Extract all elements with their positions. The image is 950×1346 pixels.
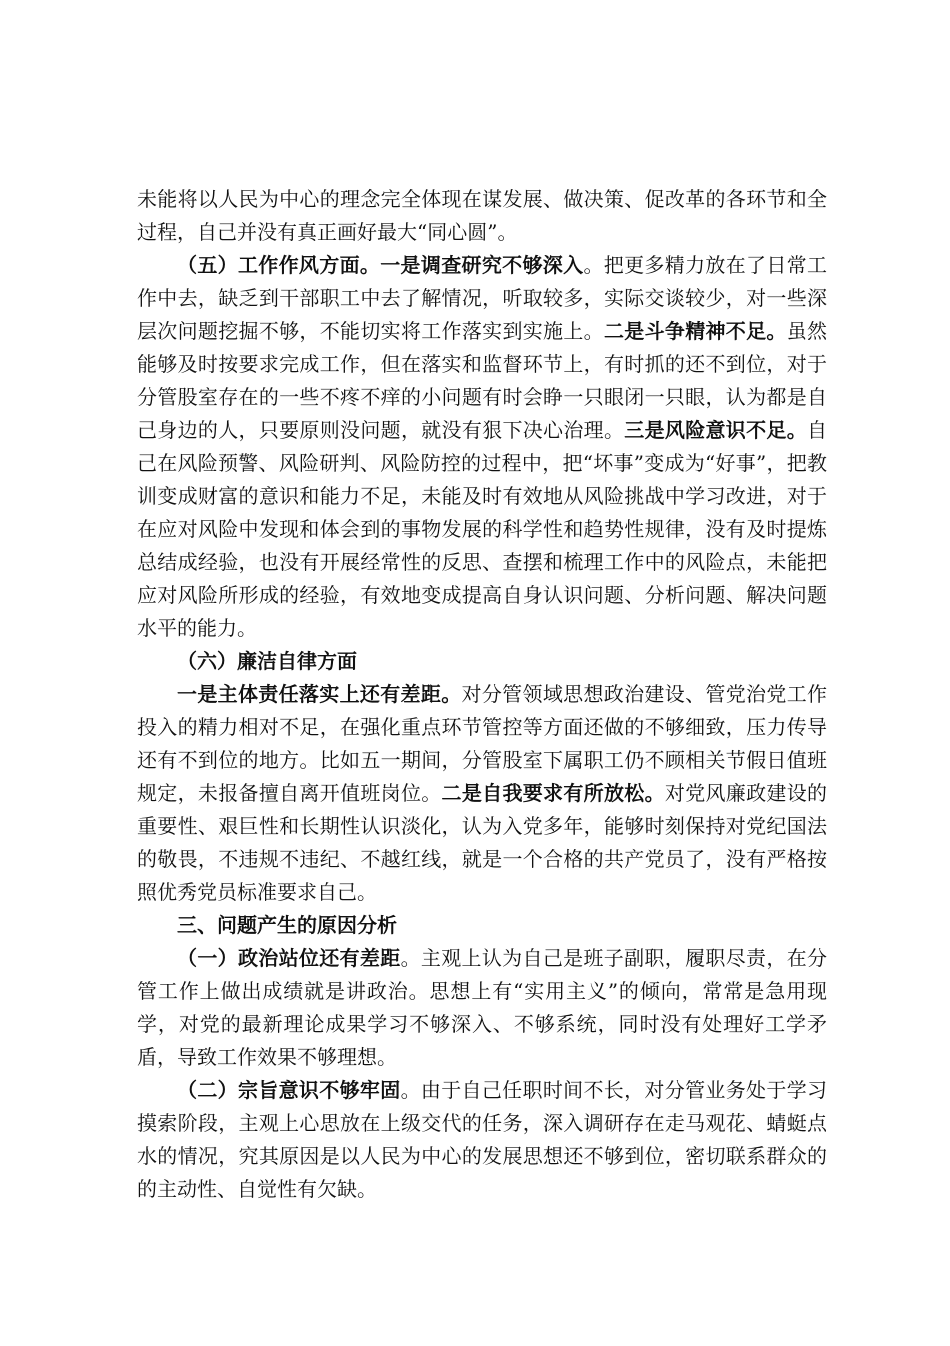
- paragraph-integrity-heading: [137, 645, 827, 678]
- heading-work-style: （五）工作作风方面。一是调查研究不够深入: [177, 253, 584, 277]
- text-run: 未能将以人民为中心的理念完全体现在谋发展、做决策、促改革的各环节和全过程，自己并没有真正画好最大“同心圆”。: [137, 187, 827, 244]
- text-run: 。由于自己任职时间不长，对分管业务处于学习摸索阶段，主观上心思放在上级交代的任务，深入调研存在走马观花、蜻蜓点水的情况，究其原因是以人民为中心的发展思想还不够到位，密切联系群众的的主动性、自觉性有欠缺。: [137, 1078, 828, 1201]
- section-heading-causes: [137, 909, 827, 942]
- text-run: 对党风廉政建设的重要性、艰巨性和长期性认识淡化，认为入党多年，能够时刻保持对党纪国法的敬畏，不违规不违纪、不越红线，就是一个合格的共产党员了，没有严格按照优秀党员标准要求自己。: [137, 781, 828, 904]
- document-body: [137, 183, 827, 1206]
- text-run: 。把更多精力放在了日常工作中去，缺乏到干部职工中去了解情况，听取较多，实际交谈较少，对一些深层次问题挖掘不够，不能切实将工作落实到实施上。: [137, 253, 828, 343]
- point-struggle-spirit: 二是斗争精神不足。: [603, 319, 787, 343]
- paragraph-political-stance: [137, 942, 827, 1074]
- heading-integrity: （六）廉洁自律方面: [177, 649, 357, 673]
- heading-causes: 三、问题产生的原因分析: [177, 913, 397, 937]
- point-risk-awareness: 三是风险意识不足。: [624, 418, 808, 442]
- heading-political-stance: （一）政治站位还有差距: [177, 946, 401, 970]
- text-run: 自己在风险预警、风险研判、风险防控的过程中，把“坏事”变成为“好事”，把教训变成财富的意识和能力不足，未能及时有效地从风险挑战中学习改进，对于在应对风险中发现和体会到的事物发展的科学性和趋势性规律，没有及时提炼总结成经验，也没有开展经常性的反思、查摆和梳理工作中的风险点，未能把应对风险所形成的经验，有效地变成提高自身认识问题、分析问题、解决问题水平的能力。: [137, 418, 828, 640]
- text-run: 虽然能够及时按要求完成工作，但在落实和监督环节上，有时抓的还不到位，对于分管股室存在的一些不疼不痒的小问题有时会睁一只眼闭一只眼，认为都是自己身边的人，只要原则没问题，就没有狠下决心治理。: [137, 319, 828, 442]
- text-run: 。主观上认为自己是班子副职，履职尽责，在分管工作上做出成绩就是讲政治。思想上有“实用主义”的倾向，常常是急用现学，对党的最新理论成果学习不够深入、不够系统，同时没有处理好工学矛盾，导致工作效果不够理想。: [137, 946, 828, 1069]
- paragraph-purpose-awareness: [137, 1074, 827, 1206]
- paragraph-integrity: [137, 678, 827, 909]
- paragraph-continuation: [137, 183, 827, 249]
- heading-purpose-awareness: （二）宗旨意识不够牢固: [177, 1078, 401, 1102]
- point-main-responsibility: 一是主体责任落实上还有差距。: [177, 682, 462, 706]
- text-run: 对分管领域思想政治建设、管党治党工作投入的精力相对不足，在强化重点环节管控等方面还做的不够细致，压力传导还有不到位的地方。比如五一期间，分管股室下属职工仍不顾相关节假日值班规定，未报备擅自离开值班岗位。: [137, 682, 828, 805]
- point-self-requirement: 二是自我要求有所放松。: [441, 781, 665, 805]
- paragraph-work-style: [137, 249, 827, 645]
